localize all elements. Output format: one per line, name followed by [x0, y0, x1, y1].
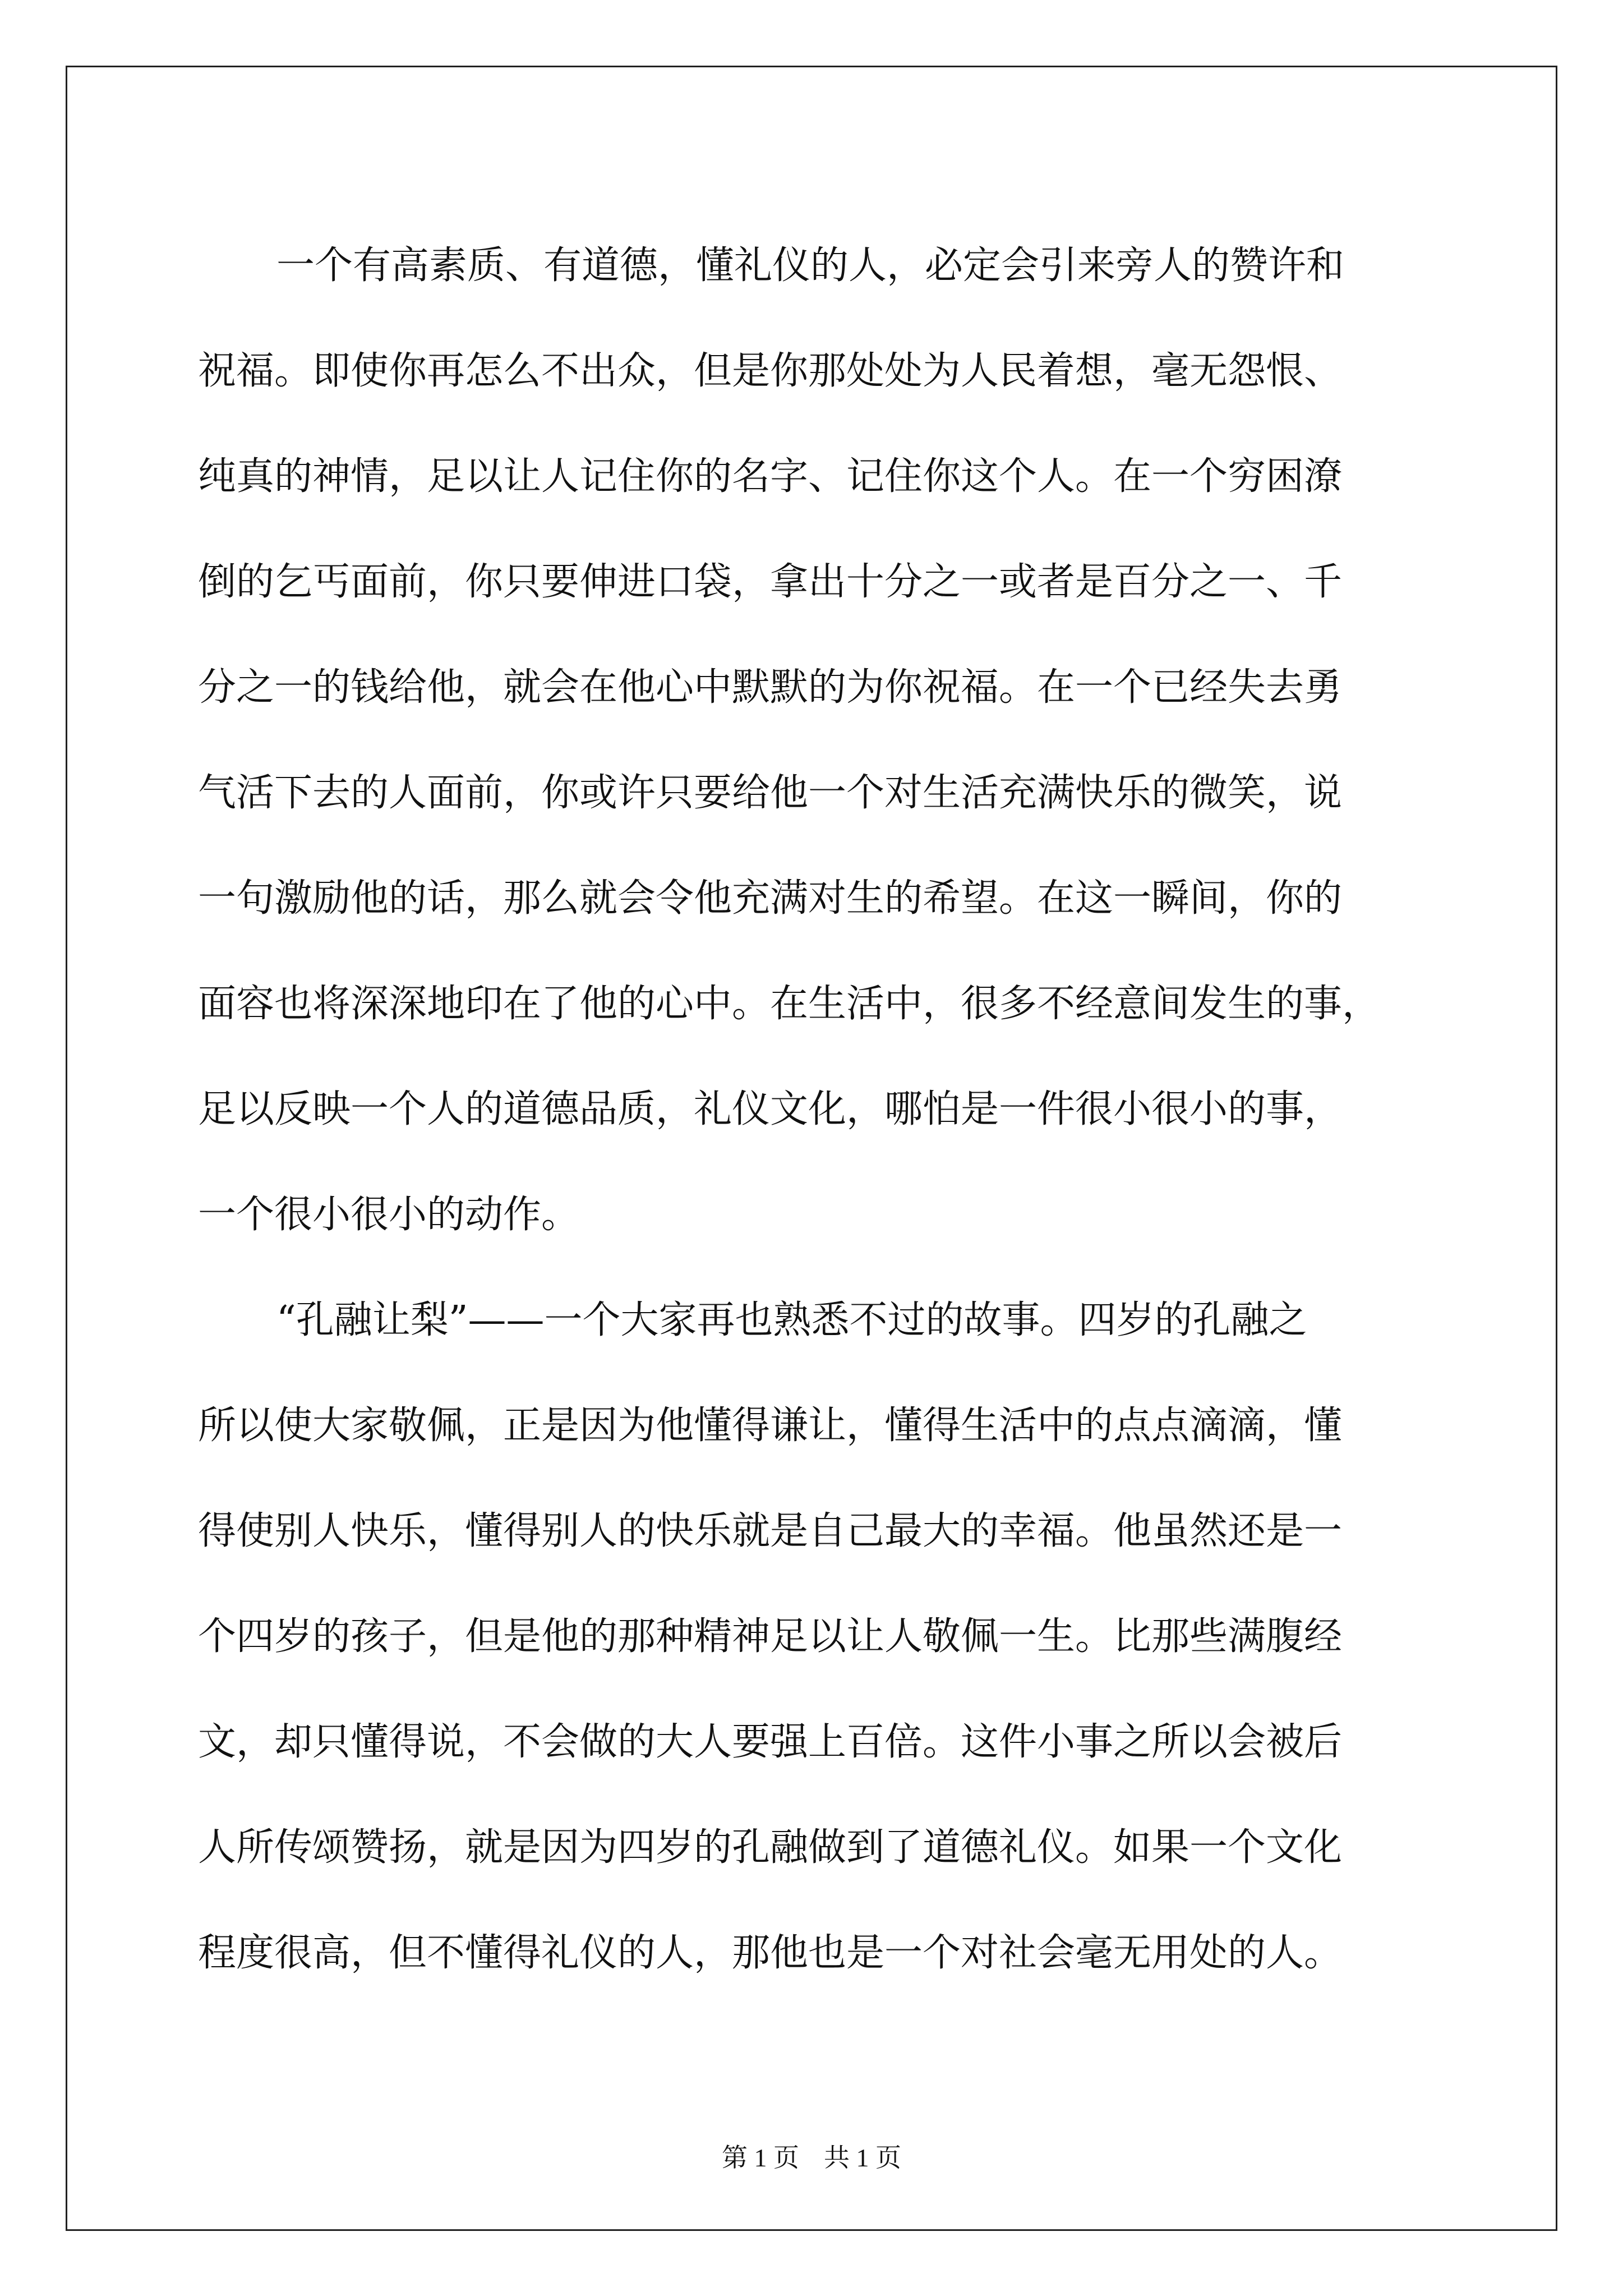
paragraph-1-line-3: 纯真的神情，足以让人记住你的名字、记住你这个人。在一个穷困潦: [198, 454, 1343, 499]
paragraph-1-line-8: 面容也将深深地印在了他的心中。在生活中，很多不经意间发生的事，: [198, 982, 1381, 1026]
document-body: [198, 213, 1454, 2006]
paragraph-1-line-5: 分之一的钱给他，就会在他心中默默的为你祝福。在一个已经失去勇: [198, 665, 1343, 710]
paragraph-2-line-7: 程度很高，但不懂得礼仪的人，那他也是一个对社会毫无用处的人。: [198, 1931, 1343, 1975]
paragraph-2-line-1: “孔融让梨”——一个大家再也熟悉不过的故事。四岁的孔融之: [276, 1298, 1307, 1342]
paragraph-2-line-4: 个四岁的孩子，但是他的那种精神足以让人敬佩一生。比那些满腹经: [198, 1614, 1343, 1659]
paragraph-1-line-2: 祝福。即使你再怎么不出众，但是你那处处为人民着想，毫无怨恨、: [198, 349, 1343, 393]
total-pages: 共 1 页: [824, 2143, 901, 2172]
paragraph-2-line-6: 人所传颂赞扬，就是因为四岁的孔融做到了道德礼仪。如果一个文化: [198, 1825, 1343, 1870]
paragraph-1-line-10: 一个很小很小的动作。: [198, 1193, 580, 1237]
paragraph-1-line-9: 足以反映一个人的道德品质，礼仪文化，哪怕是一件很小很小的事，: [198, 1087, 1343, 1131]
paragraph-1-line-1: 一个有高素质、有道德，懂礼仪的人，必定会引来旁人的赞许和: [276, 243, 1345, 288]
paragraph-1-line-6: 气活下去的人面前，你或许只要给他一个对生活充满快乐的微笑，说: [198, 771, 1343, 815]
page-footer: [0, 2137, 1623, 2174]
page-number: 第 1 页: [722, 2143, 799, 2172]
paragraph-2-line-2: 所以使大家敬佩，正是因为他懂得谦让，懂得生活中的点点滴滴，懂: [198, 1404, 1343, 1448]
paragraph-1-line-4: 倒的乞丐面前，你只要伸进口袋，拿出十分之一或者是百分之一、千: [198, 560, 1343, 604]
paragraph-2-line-5: 文，却只懂得说，不会做的大人要强上百倍。这件小事之所以会被后: [198, 1720, 1343, 1764]
paragraph-2-line-3: 得使别人快乐，懂得别人的快乐就是自己最大的幸福。他虽然还是一: [198, 1509, 1343, 1553]
paragraph-1-line-7: 一句激励他的话，那么就会令他充满对生的希望。在这一瞬间，你的: [198, 876, 1343, 921]
